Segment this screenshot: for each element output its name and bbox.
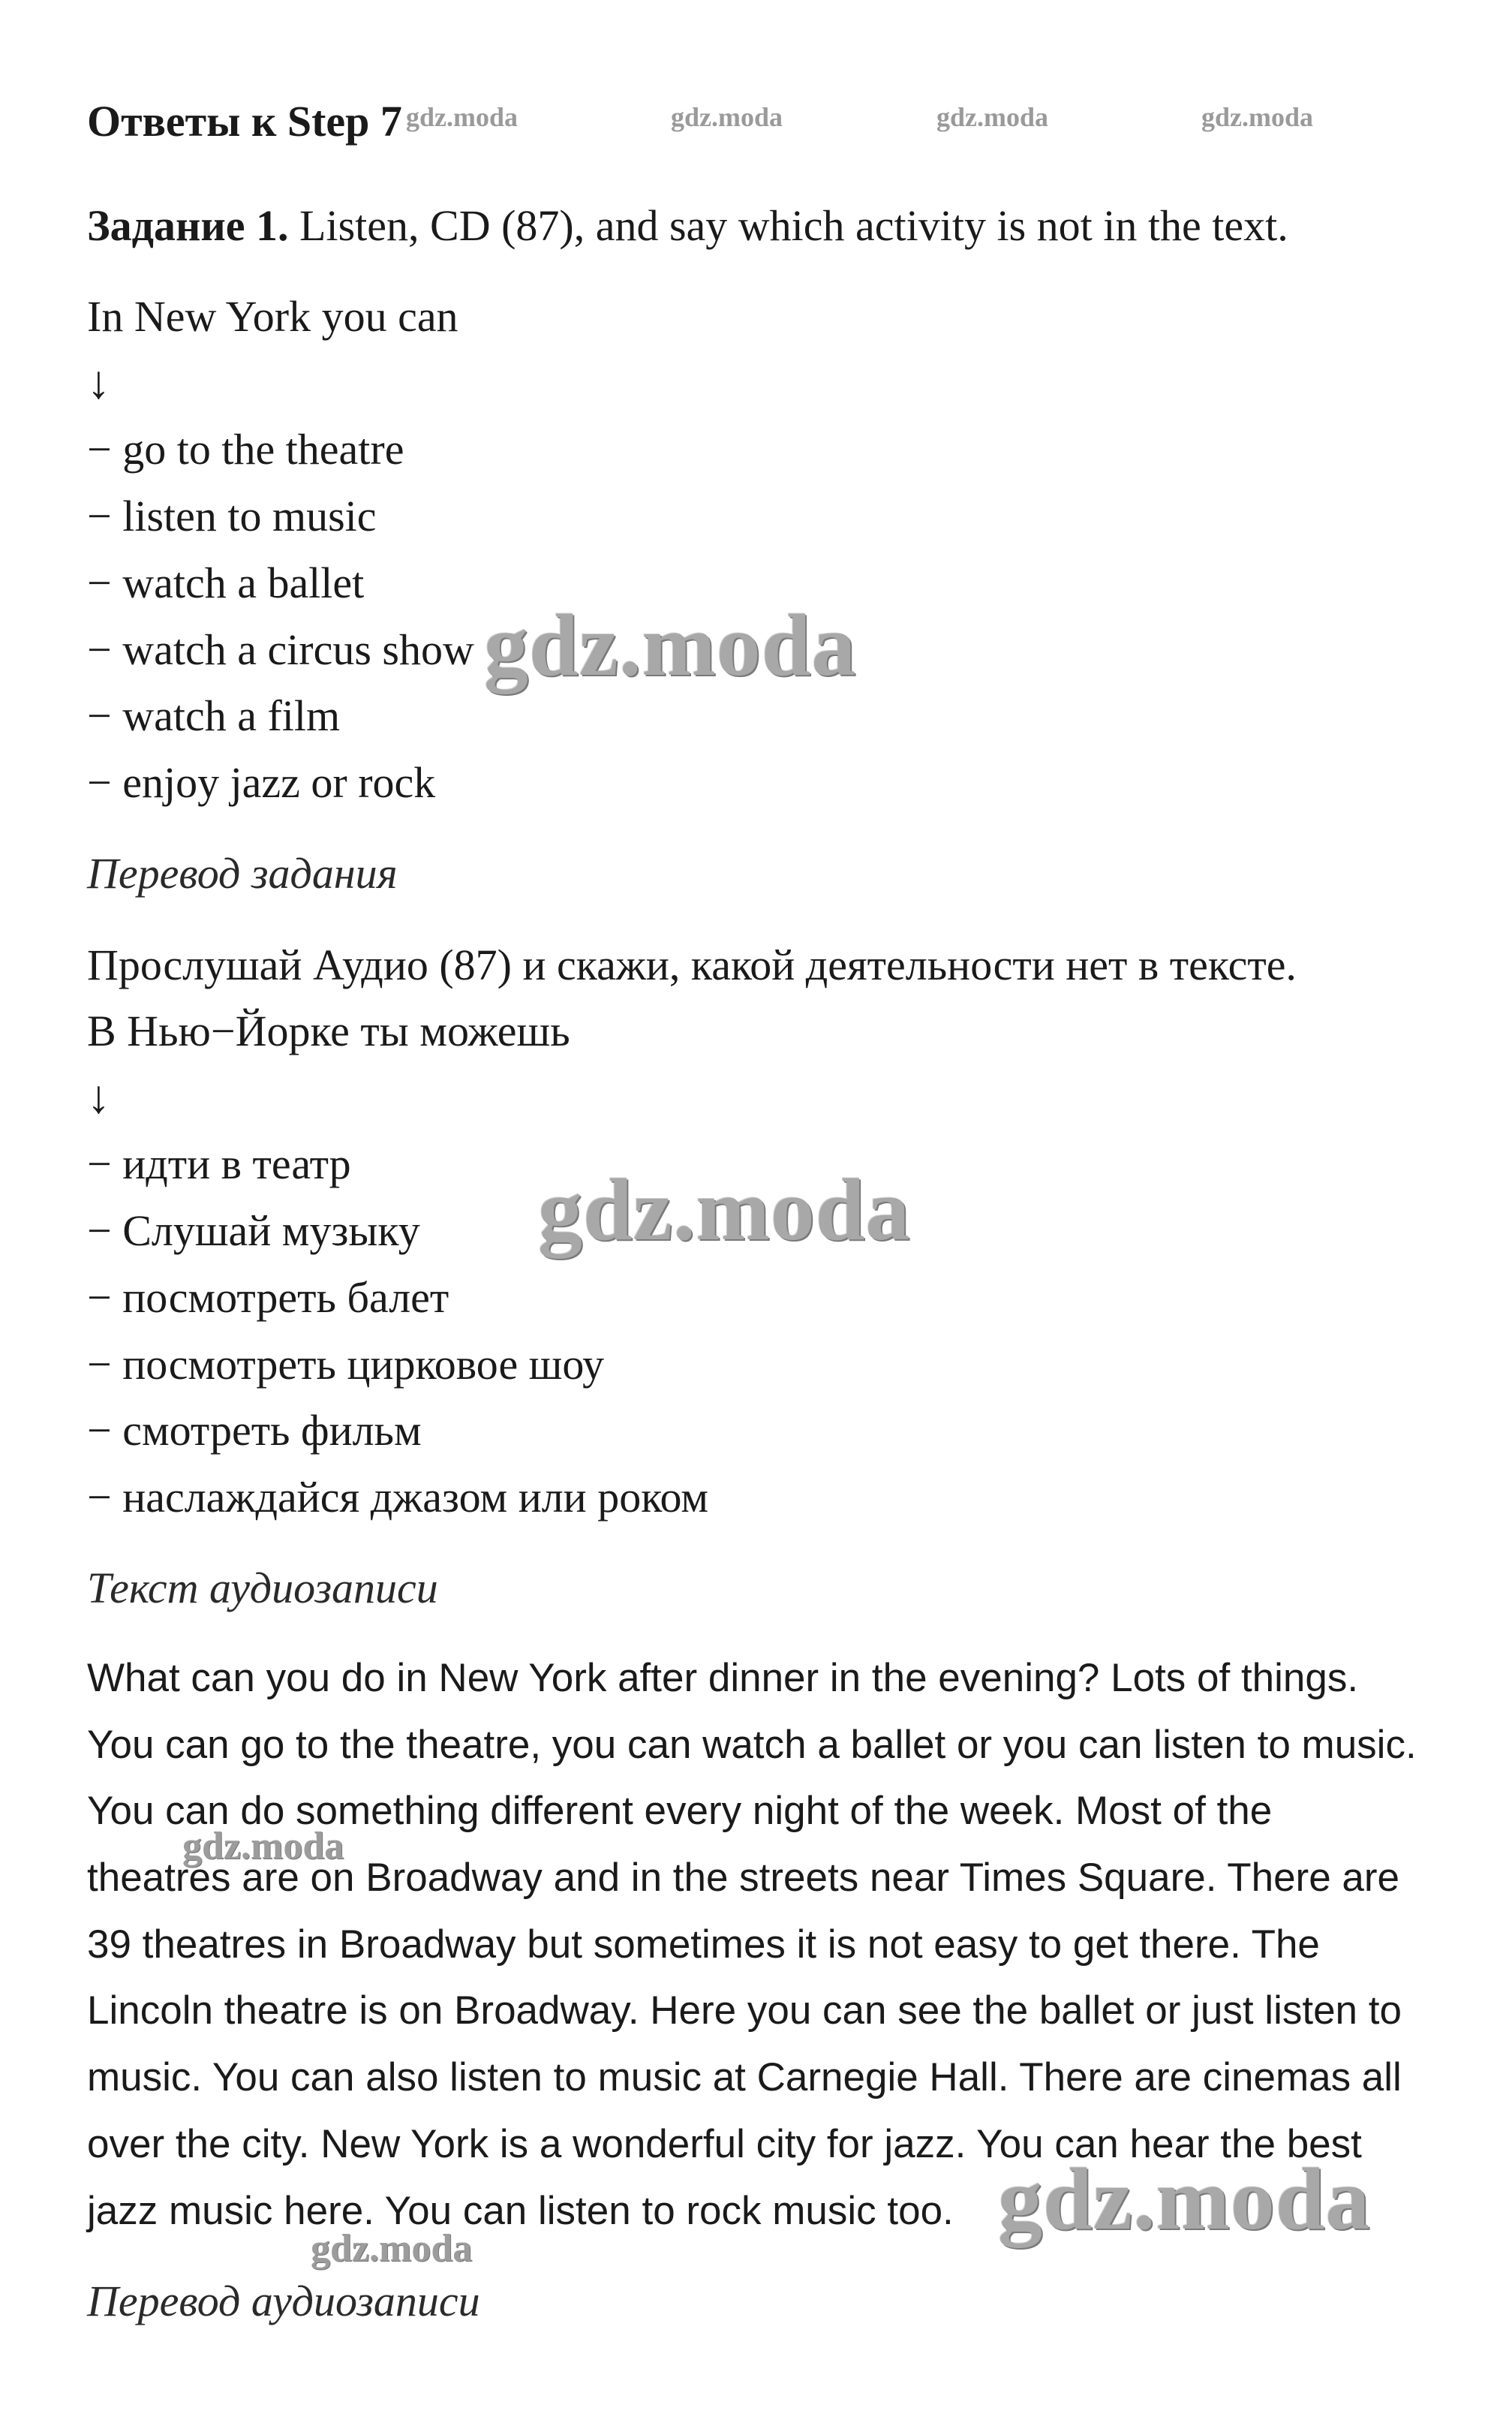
list-item: − watch a film (87, 691, 341, 740)
paragraph-line: over the city. New York is a wonderful city for jazz. You can hear the best (87, 2122, 1362, 2166)
list-item: − посмотреть балет (87, 1273, 449, 1322)
paragraph-line: What can you do in New York after dinner in the evening? Lots of things. (87, 1656, 1359, 1700)
task-label: Задание 1. (87, 201, 289, 250)
watermark: gdz.moda (1201, 102, 1314, 132)
paragraph-line: theatres are on Broadway and in the streets near Times Square. There are (87, 1856, 1399, 1900)
watermark: gdz.moda (998, 2150, 1371, 2248)
paragraph-line: Lincoln theatre is on Broadway. Here you can see the ballet or just listen to (87, 1988, 1402, 2033)
watermark: gdz.moda (182, 1825, 344, 1868)
paragraph-line: You can go to the theatre, you can watch a ballet or you can listen to music. (87, 1723, 1417, 1767)
audio-translation-heading: Перевод аудиозаписи (87, 2277, 480, 2325)
audio-text-heading: Текст аудиозаписи (87, 1564, 438, 1612)
watermark: gdz.moda (311, 2227, 473, 2270)
list-item: − Слушай музыку (87, 1206, 420, 1255)
list-intro: In New York you can (87, 292, 458, 341)
paragraph-line: 39 theatres in Broadway but sometimes it is not easy to get there. The (87, 1922, 1320, 1967)
list-item: − go to the theatre (87, 425, 404, 474)
list-item: − идти в театр (87, 1139, 351, 1188)
watermark: gdz.moda (484, 596, 857, 694)
list-item: − посмотреть цирковое шоу (87, 1340, 605, 1389)
watermark: gdz.moda (406, 102, 519, 132)
translation-intro: В Нью−Йорке ты можешь (87, 1007, 570, 1055)
translation-text: Прослушай Аудио (87) и скажи, какой деятельности нет в тексте. (87, 941, 1297, 989)
task-text: Listen, CD (87), and say which activity is not in the text. (288, 201, 1288, 250)
list-item: − enjoy jazz or rock (87, 758, 436, 807)
list-item: − watch a ballet (87, 558, 365, 607)
list-item: − listen to music (87, 492, 377, 540)
page-title: Ответы к Step 7 (87, 97, 402, 146)
list-item: − watch a circus show (87, 625, 474, 674)
watermark: gdz.moda (671, 102, 783, 132)
watermark: gdz.moda (538, 1160, 911, 1259)
down-arrow-icon: ↓ (87, 357, 110, 408)
paragraph-line: jazz music here. You can listen to rock music too. (87, 2189, 954, 2233)
watermark: gdz.moda (936, 102, 1049, 132)
list-item: − смотреть фильм (87, 1406, 422, 1455)
translation-heading: Перевод задания (87, 849, 398, 898)
task-instruction (87, 199, 1288, 253)
down-arrow-icon: ↓ (87, 1072, 110, 1123)
list-item: − наслаждайся джазом или роком (87, 1473, 709, 1522)
paragraph-line: You can do something different every night of the week. Most of the (87, 1789, 1273, 1833)
paragraph-line: music. You can also listen to music at Carnegie Hall. There are cinemas all (87, 2055, 1402, 2099)
